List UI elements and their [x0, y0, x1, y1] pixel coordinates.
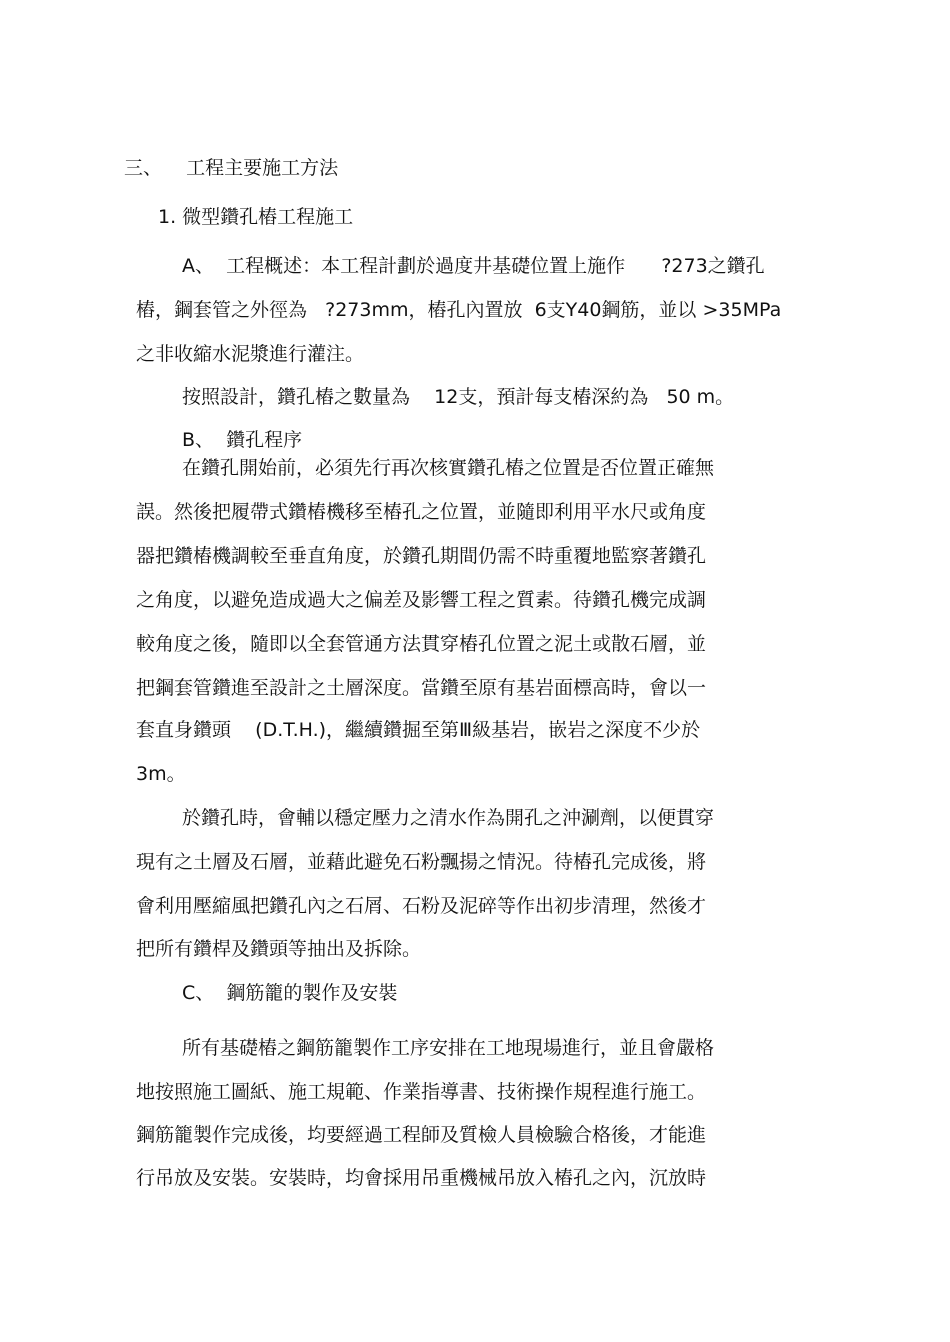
part-b-p2-line: 把所有鑽桿及鑽頭等抽出及拆除。: [136, 938, 422, 960]
section-heading: 三、 工程主要施工方法: [124, 157, 339, 179]
part-b-p1-line: 3m。: [136, 763, 186, 785]
part-c-p1-line: 所有基礎樁之鋼筋籠製作工序安排在工地現場進行，並且會嚴格: [182, 1037, 715, 1059]
part-c-p1-line: 地按照施工圖紙、施工規範、作業指導書、技術操作規程進行施工。: [136, 1081, 707, 1103]
part-b-heading: B、 鑽孔程序: [182, 429, 303, 451]
part-a-line: 之非收縮水泥漿進行灌注。: [136, 343, 365, 365]
part-a-line: A、 工程概述：本工程計劃於過度井基礎位置上施作 ?273之鑽孔: [182, 255, 765, 277]
part-b-p1-line: 較角度之後，隨即以全套管通方法貫穿樁孔位置之泥土或散石層，並: [136, 633, 707, 655]
part-b-p2-line: 會利用壓縮風把鑽孔內之石屑、石粉及泥碎等作出初步清理，然後才: [136, 895, 707, 917]
part-a-line: 樁，鋼套管之外徑為 ?273mm，樁孔內置放 6支Y40鋼筋，並以 >35MPa: [136, 299, 782, 321]
subsection-heading: 1. 微型鑽孔樁工程施工: [158, 206, 354, 228]
part-c-heading: C、 鋼筋籠的製作及安裝: [182, 982, 398, 1004]
part-b-p2-line: 於鑽孔時，會輔以穩定壓力之清水作為開孔之沖涮劑，以便貫穿: [182, 807, 715, 829]
part-c-p1-line: 行吊放及安裝。安裝時，均會採用吊重機械吊放入樁孔之內，沉放時: [136, 1167, 707, 1189]
part-a-line: 按照設計，鑽孔樁之數量為 12支，預計每支樁深約為 50 m。: [182, 386, 735, 408]
part-c-p1-line: 鋼筋籠製作完成後，均要經過工程師及質檢人員檢驗合格後，才能進: [136, 1124, 707, 1146]
part-b-p1-line: 器把鑽樁機調較至垂直角度，於鑽孔期間仍需不時重覆地監察著鑽孔: [136, 545, 707, 567]
part-b-p1-line: 在鑽孔開始前，必須先行再次核實鑽孔樁之位置是否位置正確無: [182, 457, 715, 479]
part-b-p2-line: 現有之土層及石層，並藉此避免石粉飄揚之情況。待樁孔完成後，將: [136, 851, 707, 873]
part-b-p1-line: 套直身鑽頭 (D.T.H.)，繼續鑽掘至第Ⅲ級基岩，嵌岩之深度不少於: [136, 719, 701, 741]
part-b-p1-line: 之角度，以避免造成過大之偏差及影響工程之質素。待鑽孔機完成調: [136, 589, 707, 611]
part-b-p1-line: 把鋼套管鑽進至設計之土層深度。當鑽至原有基岩面標高時，會以一: [136, 677, 707, 699]
part-b-p1-line: 誤。然後把履帶式鑽樁機移至樁孔之位置，並隨即利用平水尺或角度: [136, 501, 707, 523]
